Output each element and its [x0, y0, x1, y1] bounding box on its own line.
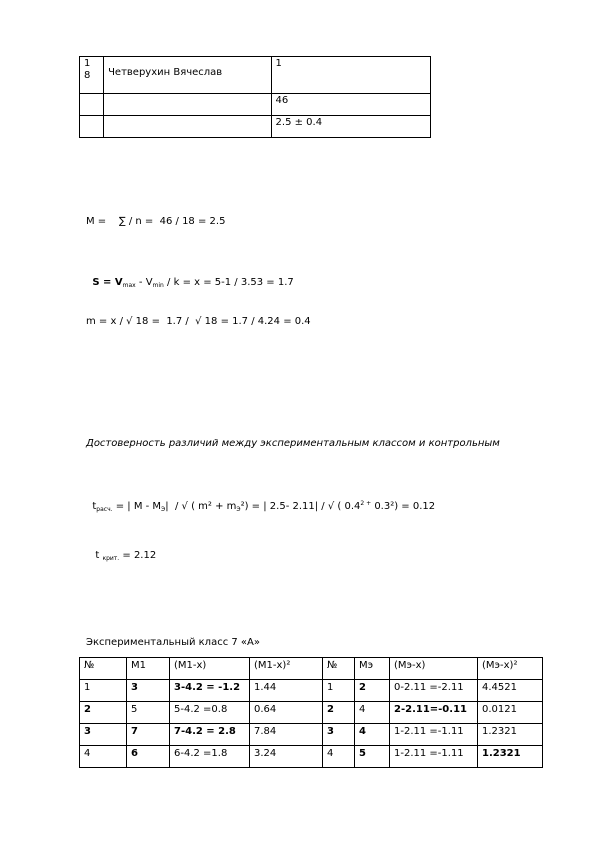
- table-cell: 2: [355, 680, 390, 702]
- table-cell: [80, 116, 104, 138]
- table-cell: 4: [355, 702, 390, 724]
- table-cell: 4: [80, 746, 127, 768]
- s-formula-sub-max: max: [122, 282, 136, 289]
- table-cell: 2: [80, 702, 127, 724]
- table-cell: [104, 94, 271, 116]
- table-row: [80, 746, 543, 768]
- table-cell: 2-2.11=-0.11: [390, 702, 478, 724]
- table-row: [80, 116, 431, 138]
- experiment-table: [79, 657, 543, 768]
- table-row: [80, 702, 543, 724]
- s-formula: [86, 266, 294, 289]
- table-cell-result: 2.5 ± 0.4: [271, 116, 430, 138]
- t-calc-sub2: Э: [161, 506, 166, 513]
- table-cell: 6-4.2 =1.8: [170, 746, 250, 768]
- s-formula-mid: - V: [135, 277, 153, 288]
- table-cell: 0.64: [250, 702, 323, 724]
- table-cell: 3: [127, 680, 170, 702]
- table-cell: [104, 116, 271, 138]
- header-cell: M1: [127, 658, 170, 680]
- table-cell: 3.24: [250, 746, 323, 768]
- header-cell: №: [323, 658, 355, 680]
- table-cell: 5: [355, 746, 390, 768]
- student-table: [79, 56, 431, 138]
- table-cell: 0-2.11 =-2.11: [390, 680, 478, 702]
- table-cell: 5-4.2 =0.8: [170, 702, 250, 724]
- s-formula-tail: / k = x = 5-1 / 3.53 = 1.7: [163, 277, 294, 288]
- t-crit-tail: = 2.12: [122, 550, 157, 561]
- table-cell: 7.84: [250, 724, 323, 746]
- table-cell-sum: 46: [271, 94, 430, 116]
- s-formula-sub-min: min: [152, 282, 164, 289]
- table-row: [80, 680, 543, 702]
- table-cell: 1: [80, 680, 127, 702]
- t-crit-lead: t: [95, 550, 100, 561]
- m-formula: m = x / √ 18 = 1.7 / √ 18 = 1.7 / 4.24 = 0.4: [86, 316, 311, 327]
- header-cell: (Mэ-x): [390, 658, 478, 680]
- table-cell: 1.2321: [478, 724, 543, 746]
- t-calc-lead: t: [92, 501, 97, 512]
- table-cell: 4: [323, 746, 355, 768]
- table-cell: 6: [127, 746, 170, 768]
- header-cell: Mэ: [355, 658, 390, 680]
- table-row: [80, 724, 543, 746]
- table-cell: 3: [323, 724, 355, 746]
- header-cell: №: [80, 658, 127, 680]
- section-heading: Достоверность различий между экспериментальным классом и контрольным: [86, 438, 500, 449]
- table-cell: 1: [323, 680, 355, 702]
- table-row: [80, 94, 431, 116]
- t-calc-body3: ²) = | 2.5- 2.11| / √ ( 0.4: [240, 501, 361, 512]
- t-calc-body1: = | M - M: [112, 501, 162, 512]
- table-cell: 7-4.2 = 2.8: [170, 724, 250, 746]
- table-cell: 0.0121: [478, 702, 543, 724]
- table-cell-name: Четверухин Вячеслав: [104, 57, 271, 94]
- t-calc-body4: 0.3²) = 0.12: [371, 501, 436, 512]
- table-cell: 2: [323, 702, 355, 724]
- table-cell: 1-2.11 =-1.11: [390, 724, 478, 746]
- table-cell: [80, 94, 104, 116]
- t-calc-body2: | / √ ( m² + m: [165, 501, 237, 512]
- table-cell: 1-2.11 =-1.11: [390, 746, 478, 768]
- header-cell: (M1-x): [170, 658, 250, 680]
- t-calc-formula: [86, 489, 435, 513]
- t-crit-sub: крит.: [102, 555, 120, 562]
- table-row: [80, 57, 431, 94]
- t-calc-sub3: Э: [236, 506, 241, 513]
- t-calc-sub: расч.: [96, 506, 113, 513]
- table-cell: 7: [127, 724, 170, 746]
- table-cell-number: 1 8: [80, 57, 104, 94]
- table-cell: 1.2321: [478, 746, 543, 768]
- header-cell: (Mэ-x)²: [478, 658, 543, 680]
- table-cell: 5: [127, 702, 170, 724]
- table-cell: 3-4.2 = -1.2: [170, 680, 250, 702]
- table-cell: 4: [355, 724, 390, 746]
- table-cell: 3: [80, 724, 127, 746]
- table-title: Экспериментальный класс 7 «А»: [86, 637, 260, 648]
- table-cell-value: 1: [271, 57, 430, 94]
- t-calc-sup: 2 +: [360, 500, 372, 507]
- table-cell: 4.4521: [478, 680, 543, 702]
- table-header-row: [80, 658, 543, 680]
- t-crit-formula: [89, 539, 156, 562]
- mean-formula: M = ∑ / n = 46 / 18 = 2.5: [86, 216, 226, 227]
- s-formula-lead: S = V: [92, 277, 123, 288]
- header-cell: (M1-x)²: [250, 658, 323, 680]
- table-cell: 1.44: [250, 680, 323, 702]
